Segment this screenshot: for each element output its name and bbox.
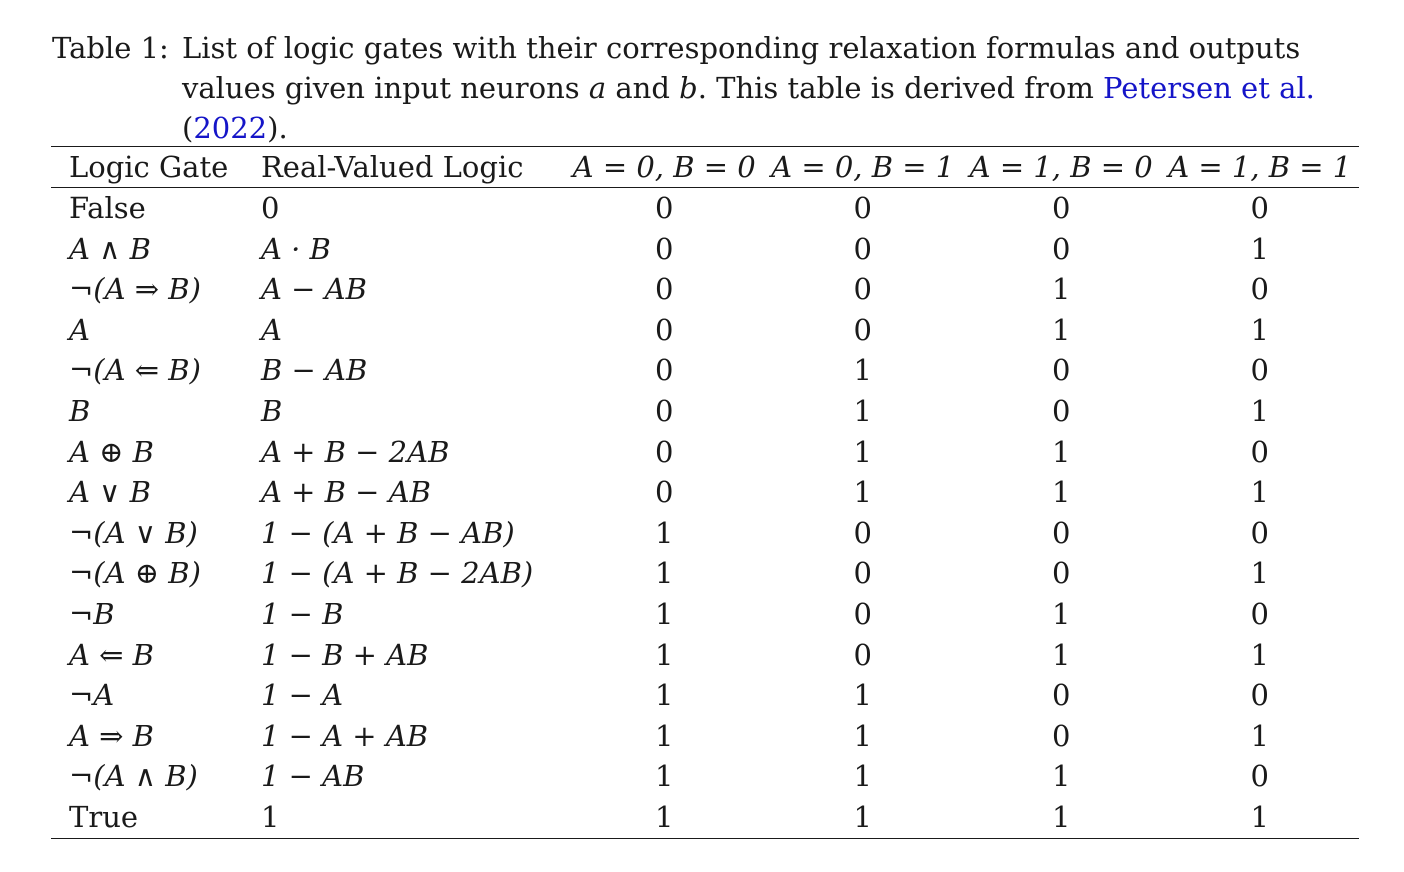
cell-logic-gate: A ⇒ B xyxy=(69,718,154,753)
cell-real-valued-logic: A xyxy=(260,312,282,347)
caption-var-a: a xyxy=(588,71,607,105)
cell-a0-b0: 1 xyxy=(654,637,674,672)
cell-a1-b0: 0 xyxy=(1051,353,1071,388)
cell-a1-b1: 0 xyxy=(1250,272,1269,307)
table-row xyxy=(51,635,1359,676)
cell-a1-b0: 0 xyxy=(1051,718,1071,753)
cell-a0-b0: 1 xyxy=(654,799,674,834)
cell-real-valued-logic: B xyxy=(260,393,283,428)
cell-real-valued-logic: B − AB xyxy=(260,353,368,388)
citation-year-link[interactable]: 2022 xyxy=(193,111,268,145)
cell-a1-b1: 1 xyxy=(1250,393,1269,428)
cell-logic-gate: A ∧ B xyxy=(69,231,151,266)
header-a1-b1: A = 1, B = 1 xyxy=(1168,150,1352,184)
caption-label: Table 1: xyxy=(52,31,169,65)
cell-a0-b0: 1 xyxy=(654,556,674,591)
cell-logic-gate: A ∨ B xyxy=(69,475,151,510)
header-a0-b0: A = 0, B = 0 xyxy=(572,150,756,184)
table-row xyxy=(51,269,1359,310)
cell-a1-b1: 1 xyxy=(1250,556,1269,591)
cell-real-valued-logic: A − AB xyxy=(260,272,367,307)
cell-a1-b0: 1 xyxy=(1051,596,1071,631)
cell-a0-b0: 0 xyxy=(654,312,674,347)
table-row xyxy=(51,797,1359,838)
table-row xyxy=(51,675,1359,716)
cell-real-valued-logic: 1 − (A + B − 2AB) xyxy=(260,556,534,591)
caption-text-part: and xyxy=(606,71,680,105)
caption-text xyxy=(182,28,1362,148)
cell-a0-b1: 1 xyxy=(853,799,872,834)
citation-author-link[interactable]: Petersen et al. xyxy=(1103,71,1315,105)
table-body xyxy=(51,188,1359,839)
cell-a0-b1: 0 xyxy=(853,231,872,266)
table-caption xyxy=(52,28,1362,148)
cell-logic-gate: ¬(A ⇐ B) xyxy=(69,353,201,388)
cell-a1-b1: 0 xyxy=(1250,515,1269,550)
cell-a1-b0: 0 xyxy=(1051,515,1071,550)
table-row xyxy=(51,472,1359,513)
cell-logic-gate: True xyxy=(69,799,139,834)
cell-a0-b1: 0 xyxy=(853,637,872,672)
cell-a0-b1: 0 xyxy=(853,556,872,591)
table-row xyxy=(51,350,1359,391)
cell-real-valued-logic: 1 − B + AB xyxy=(260,637,429,672)
cell-a1-b0: 0 xyxy=(1051,678,1071,713)
cell-a1-b1: 1 xyxy=(1250,799,1269,834)
cell-a1-b1: 1 xyxy=(1250,312,1269,347)
cell-real-valued-logic: 0 xyxy=(260,191,280,225)
table-row xyxy=(51,310,1359,351)
cell-a0-b0: 0 xyxy=(654,353,674,388)
logic-gates-table xyxy=(51,146,1359,839)
cell-logic-gate: False xyxy=(69,191,146,225)
cell-real-valued-logic: 1 − B xyxy=(260,596,344,631)
cell-a0-b0: 1 xyxy=(654,718,674,753)
cell-a0-b0: 0 xyxy=(654,475,674,510)
cell-real-valued-logic: 1 − (A + B − AB) xyxy=(260,515,515,550)
cell-a0-b0: 0 xyxy=(654,231,674,266)
cell-a0-b0: 1 xyxy=(654,678,674,713)
cell-a0-b0: 1 xyxy=(654,515,674,550)
cell-a1-b1: 0 xyxy=(1250,434,1269,469)
cell-logic-gate: A ⇐ B xyxy=(69,637,154,672)
table-row xyxy=(51,716,1359,757)
caption-var-b: b xyxy=(679,71,698,105)
cell-a0-b1: 0 xyxy=(853,515,872,550)
cell-a0-b1: 0 xyxy=(853,191,872,225)
table-row xyxy=(51,432,1359,473)
table-row xyxy=(51,229,1359,270)
cell-a1-b0: 1 xyxy=(1051,312,1071,347)
cell-a1-b1: 1 xyxy=(1250,637,1269,672)
header-a1-b0: A = 1, B = 0 xyxy=(969,150,1153,184)
cell-real-valued-logic: A + B − AB xyxy=(260,475,431,510)
cell-real-valued-logic: A + B − 2AB xyxy=(260,434,450,469)
cell-a1-b0: 1 xyxy=(1051,759,1071,794)
cell-a1-b0: 1 xyxy=(1051,637,1071,672)
cell-a0-b0: 0 xyxy=(654,272,674,307)
cell-real-valued-logic: 1 xyxy=(260,799,280,834)
cell-real-valued-logic: 1 − AB xyxy=(260,759,365,794)
cell-logic-gate: ¬(A ⇒ B) xyxy=(69,272,201,307)
cell-a0-b1: 1 xyxy=(853,393,872,428)
cell-a0-b0: 0 xyxy=(654,191,674,225)
cell-logic-gate: B xyxy=(69,393,91,428)
caption-text-part: ). xyxy=(267,111,288,145)
table-row xyxy=(51,756,1359,797)
cell-a0-b1: 1 xyxy=(853,434,872,469)
cell-a1-b1: 0 xyxy=(1250,759,1269,794)
cell-a1-b1: 0 xyxy=(1250,191,1269,225)
cell-a1-b0: 1 xyxy=(1051,475,1071,510)
cell-a0-b0: 1 xyxy=(654,759,674,794)
cell-a1-b0: 0 xyxy=(1051,231,1071,266)
cell-a1-b0: 1 xyxy=(1051,799,1071,834)
cell-a1-b0: 0 xyxy=(1051,556,1071,591)
cell-a0-b0: 0 xyxy=(654,434,674,469)
cell-a0-b1: 0 xyxy=(853,596,872,631)
cell-logic-gate: ¬(A ∧ B) xyxy=(69,759,198,794)
cell-a0-b1: 1 xyxy=(853,353,872,388)
cell-a0-b1: 0 xyxy=(853,272,872,307)
cell-logic-gate: A ⊕ B xyxy=(69,434,154,469)
table-row xyxy=(51,391,1359,432)
cell-a1-b1: 0 xyxy=(1250,353,1269,388)
cell-logic-gate: ¬A xyxy=(69,678,115,713)
cell-a1-b0: 0 xyxy=(1051,393,1071,428)
table-header-row xyxy=(51,147,1359,188)
caption-text-part: . This table is derived from xyxy=(697,71,1104,105)
header-real-valued-logic: Real-Valued Logic xyxy=(260,150,524,184)
header-a0-b1: A = 0, B = 1 xyxy=(771,150,955,184)
table-row xyxy=(51,594,1359,635)
table-row xyxy=(51,188,1359,229)
cell-a0-b1: 1 xyxy=(853,759,872,794)
logic-gates-table-wrapper xyxy=(51,146,1359,839)
cell-a1-b0: 1 xyxy=(1051,272,1071,307)
cell-logic-gate: A xyxy=(69,312,90,347)
table-row xyxy=(51,513,1359,554)
cell-a1-b0: 0 xyxy=(1051,191,1071,225)
cell-a1-b1: 0 xyxy=(1250,678,1269,713)
cell-a1-b0: 1 xyxy=(1051,434,1071,469)
cell-a0-b0: 0 xyxy=(654,393,674,428)
cell-a0-b1: 1 xyxy=(853,718,872,753)
cell-a0-b1: 0 xyxy=(853,312,872,347)
cell-a1-b1: 1 xyxy=(1250,231,1269,266)
caption-text-part: ( xyxy=(182,111,194,145)
cell-a1-b1: 1 xyxy=(1250,718,1269,753)
cell-a0-b0: 1 xyxy=(654,596,674,631)
table-row xyxy=(51,553,1359,594)
caption-text-part: List of logic gates with their corresponding relaxation formulas and outputs values given input neurons xyxy=(182,31,1301,105)
header-logic-gate: Logic Gate xyxy=(69,150,229,184)
cell-real-valued-logic: 1 − A xyxy=(260,678,344,713)
cell-a1-b1: 1 xyxy=(1250,475,1269,510)
cell-logic-gate: ¬B xyxy=(69,596,115,631)
cell-real-valued-logic: A · B xyxy=(260,231,331,266)
cell-a0-b1: 1 xyxy=(853,475,872,510)
cell-logic-gate: ¬(A ⊕ B) xyxy=(69,556,201,591)
cell-a1-b1: 0 xyxy=(1250,596,1269,631)
cell-a0-b1: 1 xyxy=(853,678,872,713)
cell-logic-gate: ¬(A ∨ B) xyxy=(69,515,198,550)
cell-real-valued-logic: 1 − A + AB xyxy=(260,718,429,753)
